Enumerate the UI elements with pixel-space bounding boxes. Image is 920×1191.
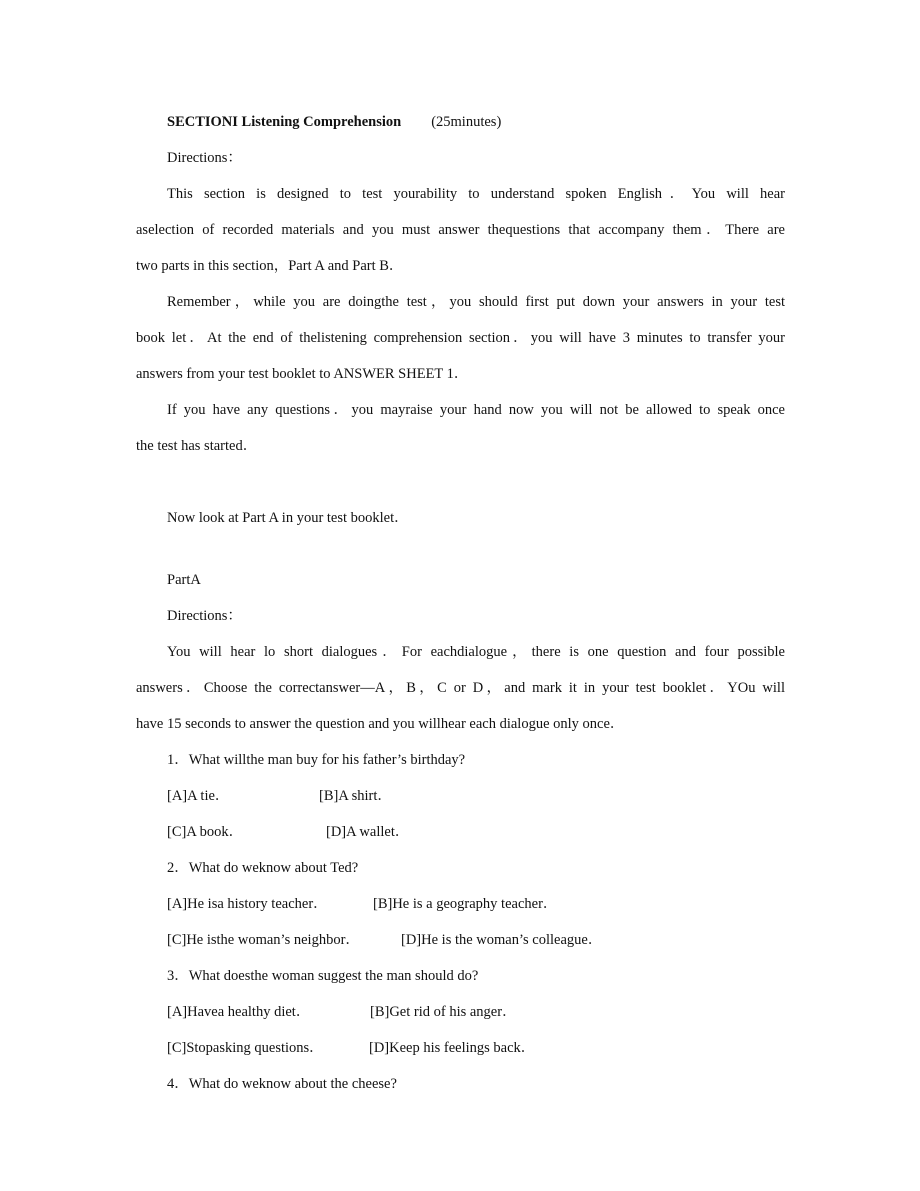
paragraph-line: Remember，while you are doingthe test，you should first put down your answers in your test [167,294,785,310]
option-a: [A]He isa history teacher． [167,896,328,912]
option-row [136,778,785,814]
option-b: [B]A shirt． [319,788,392,804]
question-text: 1．What willthe man buy for his father’s birthday? [167,752,466,768]
option-b: [B]Get rid of his anger． [370,1004,517,1020]
paragraph-line: answers from your test booklet to ANSWER SHEET 1． [136,366,469,382]
question-text: 2．What do weknow about Ted? [167,860,359,876]
directions-paragraph-2 [136,284,785,392]
question-2 [136,850,785,958]
option-row [136,1030,785,1066]
paragraph-line: This section is designed to test yourability to understand spoken English．You will hear [167,186,785,202]
option-c: [C]A book． [167,824,244,840]
paragraph-line: book let．At the end of thelistening comprehension section．you will have 3 minutes to transfer your [136,330,785,346]
paragraph-line: the test has started． [136,438,258,454]
paragraph-line: If you have any questions．you mayraise your hand now you will not be allowed to speak once [167,402,785,418]
option-row [136,886,785,922]
section-heading [136,104,785,140]
question-1 [136,742,785,850]
part-a-title: PartA [167,572,201,588]
directions-paragraph-3 [136,392,785,464]
question-text: 4．What do weknow about the cheese? [167,1076,397,1092]
section-duration: (25minutes) [431,114,502,130]
part-a-directions-paragraph [136,634,785,742]
option-row [136,922,785,958]
directions-label: Directions： [167,150,242,166]
option-d: [D]He is the woman’s colleague． [401,932,603,948]
directions-paragraph-1 [136,176,785,284]
question-3 [136,958,785,1066]
option-c: [C]He isthe woman’s neighbor． [167,932,360,948]
paragraph-line: answers．Choose the correctanswer—A，B，C or D，and mark it in your test booklet．YOu will [136,680,785,696]
paragraph-line: aselection of recorded materials and you must answer thequestions that accompany them．There are [136,222,785,238]
option-d: [D]Keep his feelings back． [369,1040,536,1056]
option-a: [A]Havea healthy diet． [167,1004,311,1020]
paragraph-line: two parts in this section，Part A and Part B． [136,258,404,274]
option-d: [D]A wallet． [326,824,410,840]
paragraph-line: have 15 seconds to answer the question and you willhear each dialogue only once． [136,716,625,732]
section-title: SECTIONI Listening Comprehension [167,114,402,130]
option-c: [C]Stopasking questions． [167,1040,324,1056]
paragraph-line: You will hear lo short dialogues．For eachdialogue，there is one question and four possible [167,644,785,660]
question-text: 3．What doesthe woman suggest the man should do? [167,968,479,984]
part-a-directions-label: Directions： [167,608,242,624]
question-4 [136,1066,785,1102]
option-a: [A]A tie． [167,788,230,804]
document-page [136,104,785,1102]
option-row [136,994,785,1030]
option-b: [B]He is a geography teacher． [373,896,558,912]
now-look-instruction: Now look at Part A in your test booklet． [167,510,409,526]
option-row [136,814,785,850]
